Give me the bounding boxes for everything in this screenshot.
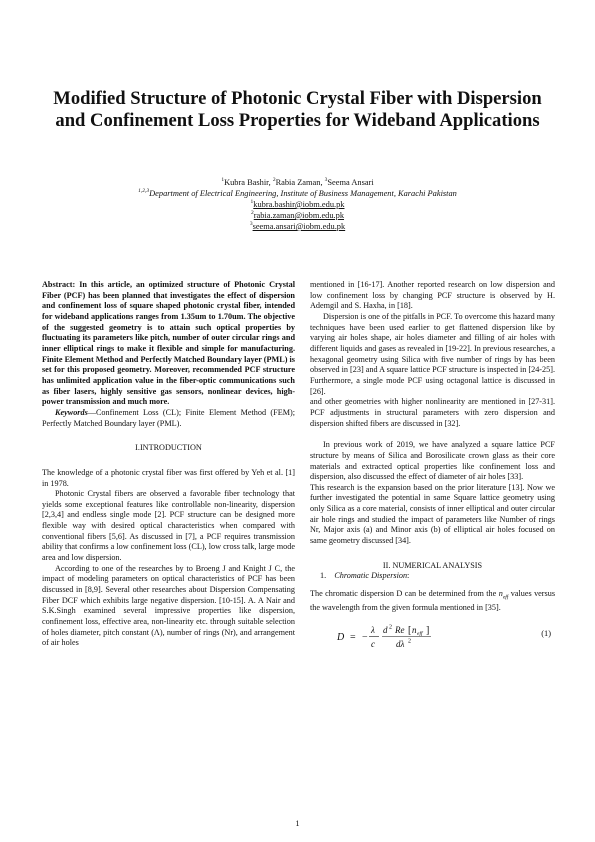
intro-paragraph-3: According to one of the researches by to Broeng J and Knight J C, the impact of modeling parameters on optical characteristics of PCF has been discussed in [8,9]. Several other researches about Dispersion Compensating Fiber DCF which exhibits large negative dispersion. [10-15]. A. A Nair and S.K.Singh examined several impressive properties like dispersion, confinement loss, effective area, non-linearity etc. through suitable selection of holes diameter, pitch constant (Λ), number of rings (Nr), and arrangement of air holes (42, 563, 295, 648)
affiliation-sup: 1,2,3 (138, 188, 150, 195)
neff-n: n (498, 589, 503, 599)
author-names (40, 177, 555, 188)
body-paragraph-3: and other geometries with higher nonlinearity are mentioned in [27-31]. PCF adjustments in structural parameters with zero dispersion and dispersion shifted fibers are discussed in [32]. (310, 397, 555, 428)
eq-n: n (412, 625, 417, 636)
keywords-text: —Confinement Loss (CL); Finite Element Method (FEM); Perfectly Matched Boundary layer (PML). (42, 407, 295, 428)
subsection-title: Chromatic Dispersion (334, 571, 408, 581)
eq-minus: − (362, 632, 368, 644)
subsection-number: 1. (320, 571, 327, 581)
eq-dlambda: dλ (396, 639, 405, 650)
author-3-name: Seema Ansari (327, 178, 374, 187)
right-column (310, 280, 555, 653)
intro-paragraph-2: Photonic Crystal fibers are observed a favorable fiber technology that yields some exceptional features like controllable non-linearity, dispersion [2,3,4] and endless single mode [2]. PCF structure can be designed more flexible way with desired optical characteristics when compared with conventional fibers [5,6]. As discussed in [7], a PCF requires transmission ability that confirms a low confinement loss (CL), low cross talk, large mode area and low dispersion. (42, 489, 295, 563)
author-block (40, 177, 555, 232)
paragraph-6-start: The chromatic dispersion D can be determined from the (310, 589, 499, 599)
eq-d2: d (383, 625, 388, 636)
email-3-sup: 3 (249, 221, 253, 228)
eq-bracket-open: [ (408, 625, 412, 637)
intro-paragraph-1: The knowledge of a photonic crystal fiber was first offered by Yeh et al. [1] in 1978. (42, 467, 295, 488)
email-3-link[interactable]: seema.ansari@iobm.edu.pk (252, 222, 346, 231)
author-1-sup: 1 (221, 177, 225, 184)
email-1-line (40, 199, 555, 210)
affiliation-text: Department of Electrical Engineering, Institute of Business Management, Karachi Pakistan (149, 189, 457, 198)
email-2-link[interactable]: rabia.zaman@iobm.edu.pk (253, 211, 345, 220)
paper-title: Modified Structure of Photonic Crystal Fiber with Dispersion and Confinement Loss Properties for Wideband Applications (53, 88, 542, 131)
subsection-colon: : (407, 571, 410, 581)
dispersion-equation (310, 619, 555, 653)
body-paragraph-1: mentioned in [16-17]. Another reported research on low dispersion and low confinement loss by changing PCF structure is observed by H. Ademgil and S. Haxha, in [18]. (310, 280, 555, 311)
author-1-name: Kubra Bashir, (224, 178, 273, 187)
body-paragraph-5: This research is the expansion based on the prior literature [13]. Now we further investigated the potential in same Square lattice geometry using only Silica as a core material, consists of inner elliptical and outer circular air hole rings and studied the impact of parameters like Number of rings Nr, Major axis (a) and Minor axis (b) of elliptical air holes focused on same geometry discussed [34]. (310, 482, 555, 546)
subsection-heading (310, 571, 555, 582)
neff-subscript: eff (502, 594, 509, 601)
section-heading-numerical-analysis: II. NUMERICAL ANALYSIS (382, 560, 483, 570)
eq-bracket-close: ] (426, 625, 430, 637)
neff-symbol (498, 589, 509, 601)
email-2-sup: 2 (250, 210, 254, 217)
equation-1 (310, 619, 555, 653)
eq-c: c (371, 639, 375, 650)
eq-equals: = (350, 632, 356, 644)
eq-eff: eff (417, 631, 423, 638)
keywords-label: Keywords (55, 407, 88, 417)
paragraph-6-end: values versus the wavelength from the given formula mentioned in [35]. (310, 589, 556, 613)
page-number: 1 (295, 819, 300, 828)
email-1-link[interactable]: kubra.bashir@iobm.edu.pk (253, 200, 345, 209)
section-heading-introduction: I.INTRODUCTION (135, 443, 202, 453)
eq-lambda-numerator: λ (371, 625, 375, 636)
author-3-sup: 3 (324, 177, 328, 184)
email-2-line (40, 210, 555, 221)
abstract: Abstract: In this article, an optimized structure of Photonic Crystal Fiber (PCF) has been planned that investigates the effect of dispersion and confinement loss of square shaped photonic crystal fiber, intended for wideband applications ranges from 1.35um to 1.70um. The objective of the suggested geometry is to attain such optical properties by fluctuating its parameters like pitch, number of outer circular rings and inner elliptical rings to make it flexible and simple for manufacturing. Finite Element Method and Perfectly Matched Boundary layer (PML) is set for this proposed geometry. Moreover, recommended PCF structure has unlimited application value in the fiber-optic communications such as fiber lasers, highly sensitive gas sensors, nonlinear devices, high-power transmission and much more. (42, 280, 295, 407)
author-2-name: Rabia Zaman, (275, 178, 325, 187)
body-paragraph-2: Dispersion is one of the pitfalls in PCF. To overcome this hazard many techniques have been used earlier to get flattened dispersion like by varying air holes shape, air holes diameter and filling of air holes with different liquids and gases as revealed in [19-22]. In previous researches, a hexagonal geometry using Silica with five number of rings by has been observed in [23] and A square lattice PCF structure is inspected in [24-25]. Furthermore, a single mode PCF using octagonal lattice is discussed in [26]. (310, 311, 555, 396)
eq-D: D (337, 632, 345, 644)
eq-dlambda-exponent: 2 (408, 638, 411, 645)
author-2-sup: 2 (272, 177, 276, 184)
eq-Re: Re (395, 625, 405, 636)
eq-d2-exponent: 2 (389, 624, 392, 631)
affiliation (40, 188, 555, 199)
body-paragraph-6 (310, 589, 555, 614)
left-column (42, 280, 295, 649)
email-1-sup: 1 (250, 199, 254, 206)
email-3-line (40, 221, 555, 232)
body-paragraph-4: In previous work of 2019, we have analyzed a square lattice PCF structure by means of Silica and Borosilicate crown glass as their core materials and extracted optical properties like confinement loss and dispersion, also discussed the effect of diameter of air holes [33]. (310, 440, 555, 482)
keywords (42, 408, 295, 429)
equation-number: (1) (541, 629, 551, 639)
